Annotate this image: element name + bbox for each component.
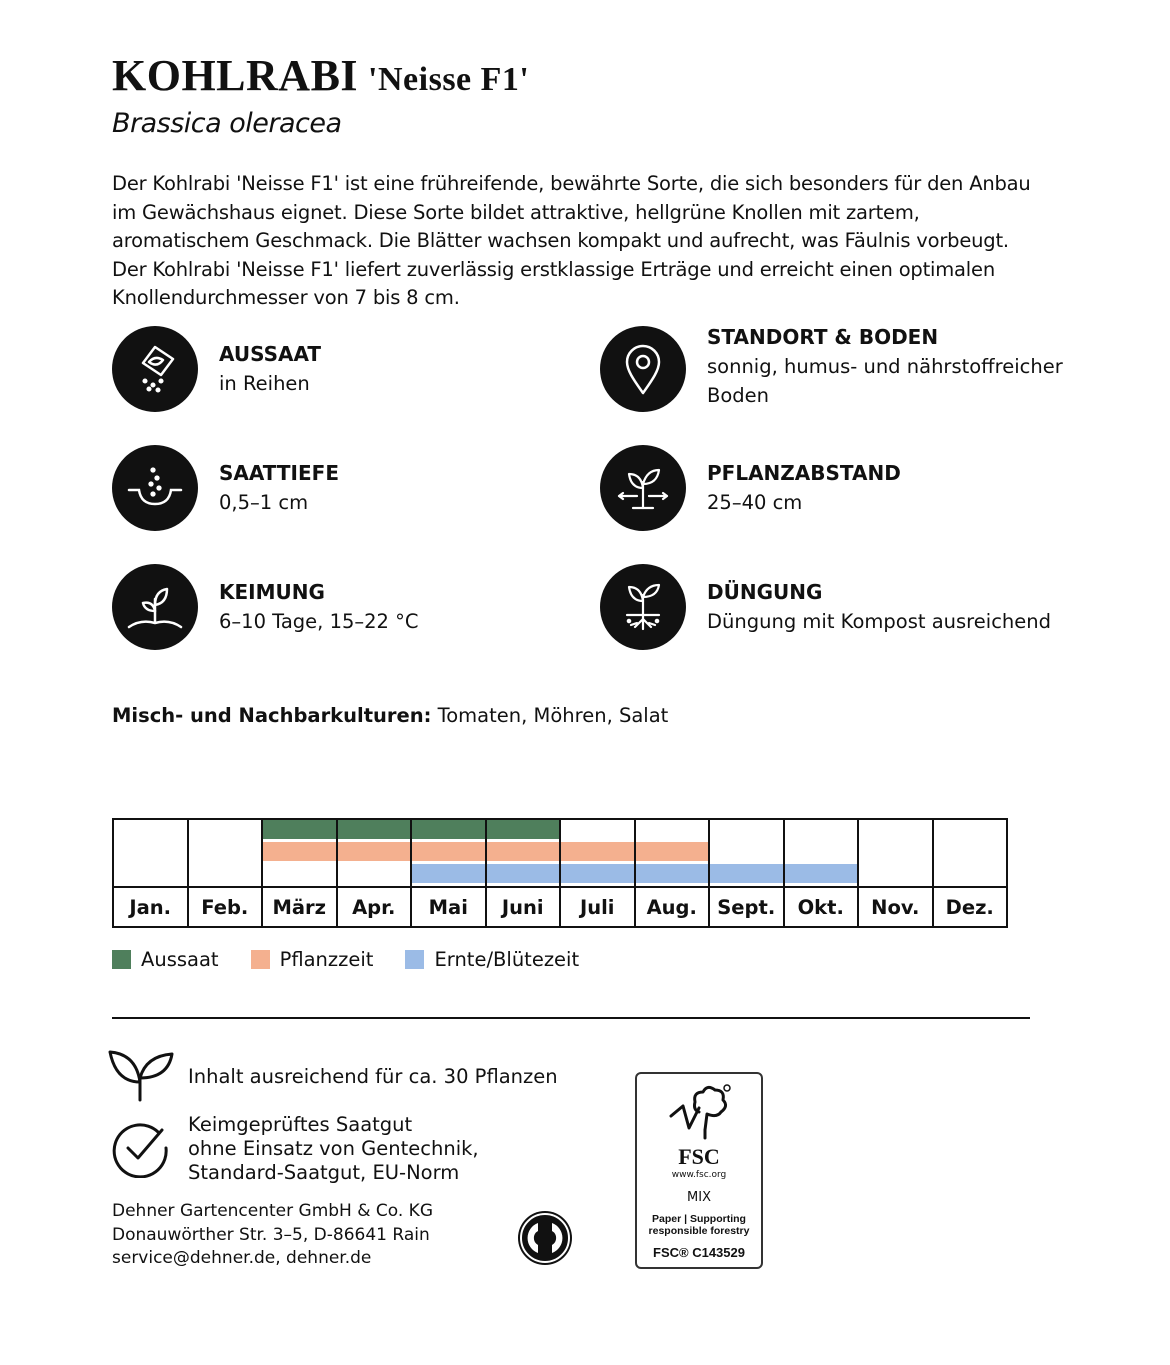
companion-value: Tomaten, Möhren, Salat	[431, 704, 669, 727]
quality-line: ohne Einsatz von Gentechnik,	[188, 1137, 479, 1160]
info-title: SAATTIEFE	[219, 461, 339, 485]
month-label: Mai	[411, 887, 486, 927]
sprout-icon	[112, 564, 198, 650]
company-name: Dehner Gartencenter GmbH & Co. KG	[112, 1201, 433, 1221]
month-label: März	[262, 887, 337, 927]
info-saattiefe	[112, 445, 339, 531]
info-standort	[600, 326, 1077, 412]
content-note: Inhalt ausreichend für ca. 30 Pflanzen	[188, 1065, 558, 1088]
fsc-line1: Paper | Supporting	[652, 1213, 746, 1225]
legend-pflanzzeit	[251, 948, 374, 971]
calendar-bar-aussaat	[263, 820, 336, 839]
calendar-bar-pflanzzeit	[338, 842, 411, 861]
month-label: Aug.	[635, 887, 710, 927]
calendar-cell	[113, 819, 188, 887]
divider	[112, 1017, 1030, 1019]
info-value: sonnig, humus- und nährstoffreicher Boden	[707, 354, 1063, 407]
calendar-cell	[486, 819, 561, 887]
seed-depth-icon	[112, 445, 198, 531]
month-label: Okt.	[784, 887, 859, 927]
companion-plants	[112, 704, 668, 727]
info-aussaat	[112, 326, 321, 412]
legend-label: Ernte/Blütezeit	[434, 948, 580, 971]
calendar-cell	[262, 819, 337, 887]
legend-swatch-pflanzzeit	[251, 950, 270, 969]
calendar-bar-aussaat	[338, 820, 411, 839]
calendar-bar-pflanzzeit	[636, 842, 709, 861]
month-label: Feb.	[188, 887, 263, 927]
calendar-cell	[635, 819, 710, 887]
month-label: Juli	[560, 887, 635, 927]
fsc-mix: MIX	[687, 1190, 711, 1205]
company-contact: service@dehner.de, dehner.de	[112, 1248, 372, 1268]
month-label: Sept.	[709, 887, 784, 927]
info-duengung	[600, 564, 1051, 650]
calendar-legend	[112, 948, 611, 971]
info-pflanzabstand	[600, 445, 901, 531]
recycling-green-dot-icon	[516, 1209, 574, 1271]
product-title	[112, 50, 529, 101]
legend-label: Pflanzzeit	[279, 948, 374, 971]
calendar-bar-aussaat	[412, 820, 485, 839]
fsc-line2: responsible forestry	[648, 1225, 750, 1237]
info-keimung	[112, 564, 419, 650]
plant-spacing-icon	[600, 445, 686, 531]
quality-line: Keimgeprüftes Saatgut	[188, 1113, 413, 1136]
fsc-label	[635, 1072, 763, 1269]
info-title: DÜNGUNG	[707, 580, 823, 604]
leaf-icon	[106, 1048, 176, 1108]
fsc-logo-text: FSC	[678, 1144, 720, 1169]
info-title: PFLANZABSTAND	[707, 461, 901, 485]
quality-note	[188, 1113, 479, 1185]
seed-packet-icon	[112, 326, 198, 412]
legend-swatch-aussaat	[112, 950, 131, 969]
calendar-bar-ernte	[561, 864, 634, 883]
month-label: Dez.	[933, 887, 1008, 927]
calendar-bar-ernte	[412, 864, 485, 883]
company-street: Donauwörther Str. 3–5, D-86641 Rain	[112, 1224, 430, 1245]
companion-label: Misch- und Nachbarkulturen:	[112, 704, 432, 727]
plant-roots-icon	[600, 564, 686, 650]
calendar-bar-pflanzzeit	[487, 842, 560, 861]
legend-ernte	[405, 948, 579, 971]
calendar-bar-ernte	[636, 864, 709, 883]
calendar-cell	[560, 819, 635, 887]
calendar-bar-ernte	[785, 864, 858, 883]
company-address	[112, 1200, 433, 1271]
month-label: Nov.	[858, 887, 933, 927]
calendar-bar-aussaat	[487, 820, 560, 839]
calendar-cell	[411, 819, 486, 887]
calendar-bar-ernte	[487, 864, 560, 883]
calendar-cell	[933, 819, 1008, 887]
info-value: 25–40 cm	[707, 491, 803, 514]
info-title: STANDORT & BODEN	[707, 324, 939, 349]
variety-name: 'Neisse F1'	[368, 61, 530, 98]
legend-swatch-ernte	[405, 950, 424, 969]
info-value: 6–10 Tage, 15–22 °C	[219, 610, 419, 633]
quality-line: Standard-Saatgut, EU-Norm	[188, 1161, 460, 1184]
info-title: KEIMUNG	[219, 580, 325, 604]
fsc-code: FSC® C143529	[653, 1245, 745, 1260]
calendar-cell	[784, 819, 859, 887]
description: Der Kohlrabi 'Neisse F1' ist eine frühreifende, bewährte Sorte, die sich besonders für den Anbau im Gewächshaus eignet. Diese Sorte bildet attraktive, hellgrüne Knollen mit zartem, aromatischem Geschmack. Die Blätter wachsen kompakt und aufrecht, was Fäulnis vorbeugt. Der Kohlrabi 'Neisse F1' liefert zuverlässig erstklassige Erträge und erreicht einen optimalen Knollendurchmesser von 7 bis 8 cm.	[112, 172, 1031, 309]
legend-label: Aussaat	[141, 948, 219, 971]
calendar-cell	[188, 819, 263, 887]
month-label: Apr.	[337, 887, 412, 927]
fsc-url: www.fsc.org	[671, 1170, 727, 1180]
latin-name: Brassica oleracea	[112, 108, 342, 139]
location-pin-icon	[600, 326, 686, 412]
calendar-bar-pflanzzeit	[561, 842, 634, 861]
info-title: AUSSAAT	[219, 342, 322, 366]
info-value: 0,5–1 cm	[219, 491, 309, 514]
checkmark-circle-icon	[110, 1118, 170, 1182]
month-label: Jan.	[113, 887, 188, 927]
calendar-cell	[858, 819, 933, 887]
sowing-calendar	[112, 818, 1008, 928]
info-value: in Reihen	[219, 372, 310, 395]
calendar-bar-pflanzzeit	[263, 842, 336, 861]
fsc-tree-icon	[637, 1082, 761, 1146]
calendar-cell	[709, 819, 784, 887]
info-value: Düngung mit Kompost ausreichend	[707, 610, 1052, 633]
calendar-cell	[337, 819, 412, 887]
calendar-bar-pflanzzeit	[412, 842, 485, 861]
month-label: Juni	[486, 887, 561, 927]
calendar-bar-ernte	[710, 864, 783, 883]
legend-aussaat	[112, 948, 219, 971]
product-name: KOHLRABI	[112, 51, 359, 100]
